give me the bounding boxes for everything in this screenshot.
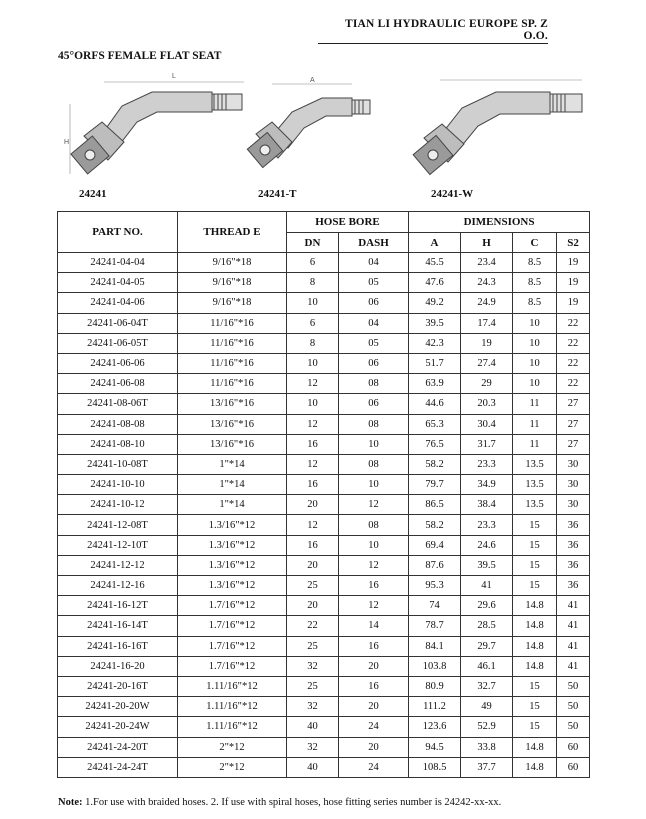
table-row [58, 535, 590, 555]
cell-dn: 10 [287, 353, 339, 373]
table-row [58, 515, 590, 535]
fitting-drawing-24241-T [242, 76, 372, 176]
cell-s2: 36 [557, 576, 590, 596]
cell-s2: 19 [557, 253, 590, 273]
table-row [58, 616, 590, 636]
cell-dn: 25 [287, 676, 339, 696]
cell-s2: 60 [557, 737, 590, 757]
cell-dn: 20 [287, 555, 339, 575]
cell-dash: 06 [339, 353, 409, 373]
cell-a: 108.5 [409, 757, 461, 777]
cell-c: 14.8 [513, 656, 557, 676]
cell-thread: 9/16"*18 [178, 253, 287, 273]
cell-h: 23.3 [461, 454, 513, 474]
cell-thread: 1.11/16"*12 [178, 717, 287, 737]
cell-s2: 41 [557, 616, 590, 636]
table-row [58, 394, 590, 414]
cell-part-no: 24241-04-05 [58, 273, 178, 293]
cell-thread: 1.3/16"*12 [178, 555, 287, 575]
cell-part-no: 24241-16-20 [58, 656, 178, 676]
cell-a: 58.2 [409, 515, 461, 535]
cell-dash: 08 [339, 414, 409, 434]
cell-c: 14.8 [513, 616, 557, 636]
table-row [58, 333, 590, 353]
cell-dn: 8 [287, 273, 339, 293]
cell-s2: 30 [557, 454, 590, 474]
figure-label-24241: 24241 [79, 188, 107, 200]
cell-thread: 11/16"*16 [178, 313, 287, 333]
cell-dash: 08 [339, 374, 409, 394]
cell-c: 11 [513, 394, 557, 414]
cell-dash: 08 [339, 515, 409, 535]
cell-h: 31.7 [461, 434, 513, 454]
cell-dash: 12 [339, 495, 409, 515]
cell-c: 15 [513, 535, 557, 555]
cell-c: 14.8 [513, 737, 557, 757]
cell-part-no: 24241-20-16T [58, 676, 178, 696]
cell-part-no: 24241-10-10 [58, 475, 178, 495]
cell-a: 76.5 [409, 434, 461, 454]
table-row [58, 757, 590, 777]
header-thread: THREAD E [178, 212, 287, 253]
cell-thread: 1.3/16"*12 [178, 576, 287, 596]
cell-part-no: 24241-16-16T [58, 636, 178, 656]
cell-thread: 11/16"*16 [178, 333, 287, 353]
table-row [58, 353, 590, 373]
cell-dash: 04 [339, 253, 409, 273]
cell-dn: 40 [287, 717, 339, 737]
cell-part-no: 24241-08-06T [58, 394, 178, 414]
note-label: Note: [58, 797, 83, 808]
cell-h: 30.4 [461, 414, 513, 434]
cell-h: 34.9 [461, 475, 513, 495]
cell-a: 94.5 [409, 737, 461, 757]
header-part-no: PART NO. [58, 212, 178, 253]
cell-dn: 10 [287, 394, 339, 414]
cell-dn: 6 [287, 253, 339, 273]
table-row [58, 414, 590, 434]
header-h: H [461, 233, 513, 253]
cell-dn: 12 [287, 454, 339, 474]
cell-dash: 06 [339, 293, 409, 313]
cell-s2: 22 [557, 353, 590, 373]
cell-h: 17.4 [461, 313, 513, 333]
cell-dn: 32 [287, 656, 339, 676]
cell-part-no: 24241-06-04T [58, 313, 178, 333]
cell-h: 29 [461, 374, 513, 394]
cell-dn: 16 [287, 434, 339, 454]
cell-thread: 1.7/16"*12 [178, 636, 287, 656]
cell-h: 29.6 [461, 596, 513, 616]
cell-a: 42.3 [409, 333, 461, 353]
table-row [58, 374, 590, 394]
cell-h: 52.9 [461, 717, 513, 737]
cell-dn: 25 [287, 636, 339, 656]
cell-s2: 41 [557, 656, 590, 676]
cell-part-no: 24241-10-12 [58, 495, 178, 515]
cell-a: 79.7 [409, 475, 461, 495]
cell-h: 39.5 [461, 555, 513, 575]
cell-dn: 12 [287, 374, 339, 394]
cell-thread: 1.11/16"*12 [178, 676, 287, 696]
footnote [58, 797, 501, 808]
figure-label-24241-W: 24241-W [431, 188, 474, 200]
cell-a: 123.6 [409, 717, 461, 737]
table-row [58, 454, 590, 474]
cell-part-no: 24241-24-20T [58, 737, 178, 757]
cell-dash: 12 [339, 596, 409, 616]
cell-s2: 36 [557, 535, 590, 555]
note-text: 1.For use with braided hoses. 2. If use with spiral hoses, hose fitting series number is 24242-xx-xx. [82, 797, 502, 808]
cell-a: 39.5 [409, 313, 461, 333]
cell-part-no: 24241-16-14T [58, 616, 178, 636]
svg-text:A: A [310, 77, 315, 84]
cell-dn: 32 [287, 737, 339, 757]
cell-thread: 2"*12 [178, 757, 287, 777]
cell-h: 37.7 [461, 757, 513, 777]
cell-part-no: 24241-06-08 [58, 374, 178, 394]
table-row [58, 495, 590, 515]
cell-a: 84.1 [409, 636, 461, 656]
cell-dn: 20 [287, 596, 339, 616]
cell-a: 44.6 [409, 394, 461, 414]
cell-thread: 1.7/16"*12 [178, 656, 287, 676]
table-row [58, 475, 590, 495]
cell-dash: 24 [339, 717, 409, 737]
cell-s2: 36 [557, 515, 590, 535]
cell-c: 15 [513, 555, 557, 575]
cell-part-no: 24241-24-24T [58, 757, 178, 777]
cell-thread: 13/16"*16 [178, 434, 287, 454]
cell-part-no: 24241-10-08T [58, 454, 178, 474]
cell-c: 15 [513, 717, 557, 737]
cell-part-no: 24241-06-05T [58, 333, 178, 353]
cell-s2: 30 [557, 495, 590, 515]
cell-h: 24.3 [461, 273, 513, 293]
svg-text:L: L [172, 73, 176, 80]
cell-dn: 20 [287, 495, 339, 515]
cell-h: 49 [461, 697, 513, 717]
cell-thread: 9/16"*18 [178, 293, 287, 313]
cell-h: 32.7 [461, 676, 513, 696]
cell-c: 13.5 [513, 495, 557, 515]
cell-s2: 27 [557, 434, 590, 454]
cell-thread: 1.3/16"*12 [178, 515, 287, 535]
cell-c: 10 [513, 333, 557, 353]
cell-c: 14.8 [513, 636, 557, 656]
header-s2: S2 [557, 233, 590, 253]
cell-dash: 14 [339, 616, 409, 636]
cell-dn: 16 [287, 475, 339, 495]
cell-h: 33.8 [461, 737, 513, 757]
table-row [58, 737, 590, 757]
table-body [58, 253, 590, 778]
cell-a: 65.3 [409, 414, 461, 434]
cell-c: 15 [513, 676, 557, 696]
cell-c: 11 [513, 414, 557, 434]
cell-thread: 11/16"*16 [178, 353, 287, 373]
cell-c: 8.5 [513, 293, 557, 313]
cell-h: 19 [461, 333, 513, 353]
cell-a: 95.3 [409, 576, 461, 596]
cell-a: 74 [409, 596, 461, 616]
cell-h: 29.7 [461, 636, 513, 656]
table-row [58, 313, 590, 333]
cell-dash: 16 [339, 676, 409, 696]
cell-a: 80.9 [409, 676, 461, 696]
cell-part-no: 24241-12-08T [58, 515, 178, 535]
cell-a: 49.2 [409, 293, 461, 313]
cell-dn: 40 [287, 757, 339, 777]
table-row [58, 555, 590, 575]
cell-dn: 25 [287, 576, 339, 596]
cell-thread: 1"*14 [178, 454, 287, 474]
cell-dash: 24 [339, 757, 409, 777]
cell-c: 10 [513, 374, 557, 394]
cell-part-no: 24241-04-06 [58, 293, 178, 313]
cell-c: 11 [513, 434, 557, 454]
cell-dash: 06 [339, 394, 409, 414]
cell-part-no: 24241-20-24W [58, 717, 178, 737]
cell-dash: 04 [339, 313, 409, 333]
cell-dn: 6 [287, 313, 339, 333]
cell-s2: 27 [557, 394, 590, 414]
cell-dash: 05 [339, 273, 409, 293]
cell-c: 14.8 [513, 596, 557, 616]
cell-dash: 20 [339, 737, 409, 757]
cell-dn: 32 [287, 697, 339, 717]
cell-part-no: 24241-08-10 [58, 434, 178, 454]
cell-c: 15 [513, 576, 557, 596]
table-row [58, 273, 590, 293]
cell-h: 27.4 [461, 353, 513, 373]
table-row [58, 676, 590, 696]
cell-s2: 50 [557, 717, 590, 737]
header-dash: DASH [339, 233, 409, 253]
cell-dn: 22 [287, 616, 339, 636]
cell-a: 63.9 [409, 374, 461, 394]
cell-c: 8.5 [513, 273, 557, 293]
company-header: TIAN LI HYDRAULIC EUROPE SP. Z O.O. [318, 18, 548, 44]
cell-s2: 36 [557, 555, 590, 575]
page-title: 45°ORFS FEMALE FLAT SEAT [58, 50, 222, 62]
cell-a: 45.5 [409, 253, 461, 273]
header-a: A [409, 233, 461, 253]
cell-h: 20.3 [461, 394, 513, 414]
cell-a: 87.6 [409, 555, 461, 575]
table-row [58, 434, 590, 454]
cell-part-no: 24241-06-06 [58, 353, 178, 373]
cell-dash: 12 [339, 555, 409, 575]
table-row [58, 293, 590, 313]
cell-thread: 2"*12 [178, 737, 287, 757]
cell-dn: 12 [287, 414, 339, 434]
cell-part-no: 24241-12-12 [58, 555, 178, 575]
cell-s2: 19 [557, 293, 590, 313]
cell-s2: 22 [557, 313, 590, 333]
cell-a: 103.8 [409, 656, 461, 676]
cell-a: 58.2 [409, 454, 461, 474]
cell-dash: 05 [339, 333, 409, 353]
cell-h: 46.1 [461, 656, 513, 676]
table-row [58, 717, 590, 737]
table-row [58, 576, 590, 596]
cell-a: 111.2 [409, 697, 461, 717]
cell-s2: 27 [557, 414, 590, 434]
header-dimensions: DIMENSIONS [409, 212, 590, 233]
cell-s2: 22 [557, 333, 590, 353]
cell-dn: 16 [287, 535, 339, 555]
cell-dash: 10 [339, 434, 409, 454]
cell-c: 10 [513, 313, 557, 333]
table-row [58, 596, 590, 616]
cell-s2: 19 [557, 273, 590, 293]
cell-h: 24.9 [461, 293, 513, 313]
cell-h: 23.3 [461, 515, 513, 535]
svg-text:H: H [64, 139, 70, 146]
table-row [58, 697, 590, 717]
cell-dash: 10 [339, 535, 409, 555]
cell-s2: 41 [557, 596, 590, 616]
cell-thread: 1"*14 [178, 495, 287, 515]
cell-part-no: 24241-08-08 [58, 414, 178, 434]
cell-thread: 1.3/16"*12 [178, 535, 287, 555]
header-c: C [513, 233, 557, 253]
cell-thread: 1.11/16"*12 [178, 697, 287, 717]
table-row [58, 253, 590, 273]
cell-dash: 20 [339, 697, 409, 717]
cell-part-no: 24241-12-10T [58, 535, 178, 555]
cell-h: 38.4 [461, 495, 513, 515]
cell-h: 23.4 [461, 253, 513, 273]
table-row [58, 656, 590, 676]
table-row [58, 636, 590, 656]
cell-thread: 1.7/16"*12 [178, 596, 287, 616]
cell-c: 13.5 [513, 475, 557, 495]
figure-label-24241-T: 24241-T [258, 188, 297, 200]
cell-h: 41 [461, 576, 513, 596]
cell-dash: 16 [339, 576, 409, 596]
cell-dash: 10 [339, 475, 409, 495]
cell-s2: 50 [557, 676, 590, 696]
cell-dn: 12 [287, 515, 339, 535]
cell-a: 69.4 [409, 535, 461, 555]
cell-c: 8.5 [513, 253, 557, 273]
cell-part-no: 24241-04-04 [58, 253, 178, 273]
cell-part-no: 24241-20-20W [58, 697, 178, 717]
cell-thread: 13/16"*16 [178, 394, 287, 414]
fitting-drawing-24241 [62, 64, 247, 184]
cell-h: 28.5 [461, 616, 513, 636]
cell-part-no: 24241-12-16 [58, 576, 178, 596]
cell-thread: 11/16"*16 [178, 374, 287, 394]
cell-s2: 22 [557, 374, 590, 394]
cell-s2: 30 [557, 475, 590, 495]
cell-dn: 8 [287, 333, 339, 353]
fitting-drawing-24241-W [410, 72, 585, 182]
cell-thread: 1"*14 [178, 475, 287, 495]
cell-c: 13.5 [513, 454, 557, 474]
cell-h: 24.6 [461, 535, 513, 555]
cell-thread: 1.7/16"*12 [178, 616, 287, 636]
cell-s2: 60 [557, 757, 590, 777]
cell-a: 86.5 [409, 495, 461, 515]
cell-dn: 10 [287, 293, 339, 313]
cell-dash: 08 [339, 454, 409, 474]
cell-a: 78.7 [409, 616, 461, 636]
header-hose-bore: HOSE BORE [287, 212, 409, 233]
cell-part-no: 24241-16-12T [58, 596, 178, 616]
cell-s2: 50 [557, 697, 590, 717]
cell-c: 14.8 [513, 757, 557, 777]
cell-a: 47.6 [409, 273, 461, 293]
cell-thread: 13/16"*16 [178, 414, 287, 434]
cell-s2: 41 [557, 636, 590, 656]
cell-dash: 20 [339, 656, 409, 676]
cell-c: 15 [513, 515, 557, 535]
cell-c: 15 [513, 697, 557, 717]
cell-c: 10 [513, 353, 557, 373]
cell-a: 51.7 [409, 353, 461, 373]
specification-table [57, 211, 590, 778]
cell-dash: 16 [339, 636, 409, 656]
cell-thread: 9/16"*18 [178, 273, 287, 293]
header-dn: DN [287, 233, 339, 253]
